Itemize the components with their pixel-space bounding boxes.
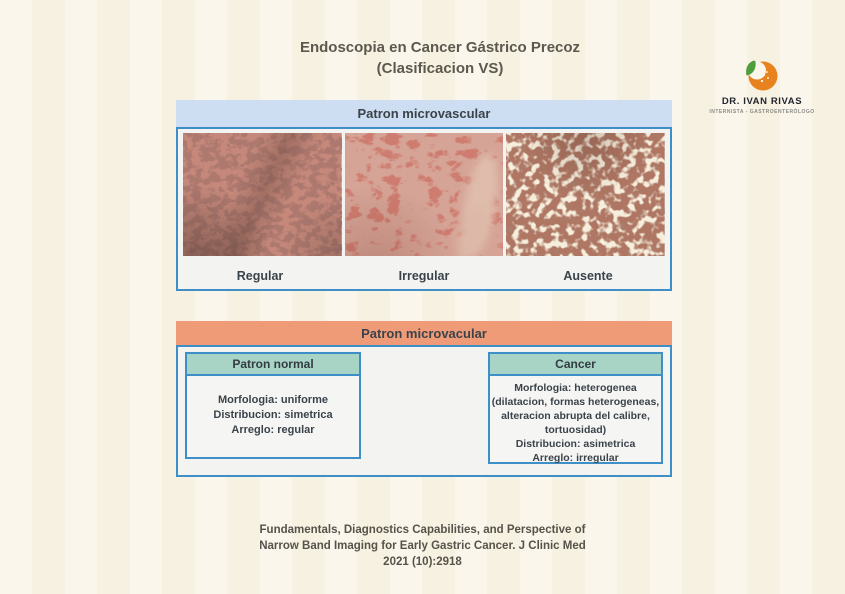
microvascular-panel-body [176, 127, 672, 291]
cancer-line-distribucion: Distribucion: asimetrica [515, 438, 636, 450]
endoscopy-image-irregular [345, 133, 504, 256]
comparison-panel-header: Patron microvacular [176, 321, 672, 345]
page-title-line1: Endoscopia en Cancer Gástrico Precoz [299, 39, 581, 56]
normal-line-distribucion: Distribucion: simetrica [213, 409, 333, 421]
logo-subtitle: INTERNISTA - GASTROENTERÓLOGO [709, 109, 815, 115]
cancer-line-alteracion: alteracion abrupta del calibre, [501, 410, 650, 422]
image-label-ausente: Ausente [563, 269, 613, 283]
normal-line-morfologia: Morfologia: uniforme [218, 394, 328, 406]
endoscopy-image-row [178, 129, 670, 256]
cancer-line-arreglo: Arreglo: irregular [532, 452, 619, 464]
page-title [190, 37, 690, 79]
stomach-logo-icon [702, 57, 822, 95]
citation-line3: 2021 (10):2918 [383, 556, 462, 568]
irregular-shading-overlay [345, 133, 504, 256]
logo-name: DR. IVAN RIVAS [721, 96, 803, 107]
image-label-row [178, 269, 670, 283]
normal-pattern-box [185, 352, 361, 459]
comparison-panel-body [176, 345, 672, 477]
endoscopy-image-regular [183, 133, 342, 256]
page-title-line2: (Clasificacion VS) [376, 60, 504, 77]
ausente-shading-overlay [506, 133, 665, 256]
microvascular-panel [176, 100, 672, 291]
normal-pattern-header: Patron normal [187, 354, 359, 376]
cancer-line-dilatacion: (dilatacion, formas heterogeneas, [491, 396, 660, 408]
cancer-details [490, 376, 661, 465]
cancer-box [488, 352, 663, 464]
microvascular-panel-header: Patron microvascular [176, 100, 672, 127]
endoscopy-image-ausente [506, 133, 665, 256]
regular-shading-overlay [183, 133, 342, 256]
cancer-line-tortuosidad: tortuosidad) [544, 424, 607, 436]
clinic-logo [702, 57, 822, 115]
image-label-regular: Regular [236, 269, 284, 283]
normal-line-arreglo: Arreglo: regular [231, 424, 315, 436]
citation-line2: Narrow Band Imaging for Early Gastric Cancer. J Clinic Med [259, 540, 586, 552]
cancer-header: Cancer [490, 354, 661, 376]
cancer-line-morfologia: Morfologia: heterogenea [514, 382, 637, 394]
normal-pattern-details [187, 376, 359, 438]
comparison-panel [176, 321, 672, 477]
image-label-irregular: Irregular [398, 269, 450, 283]
citation-line1: Fundamentals, Diagnostics Capabilities, and Perspective of [259, 524, 586, 536]
citation [0, 522, 845, 570]
